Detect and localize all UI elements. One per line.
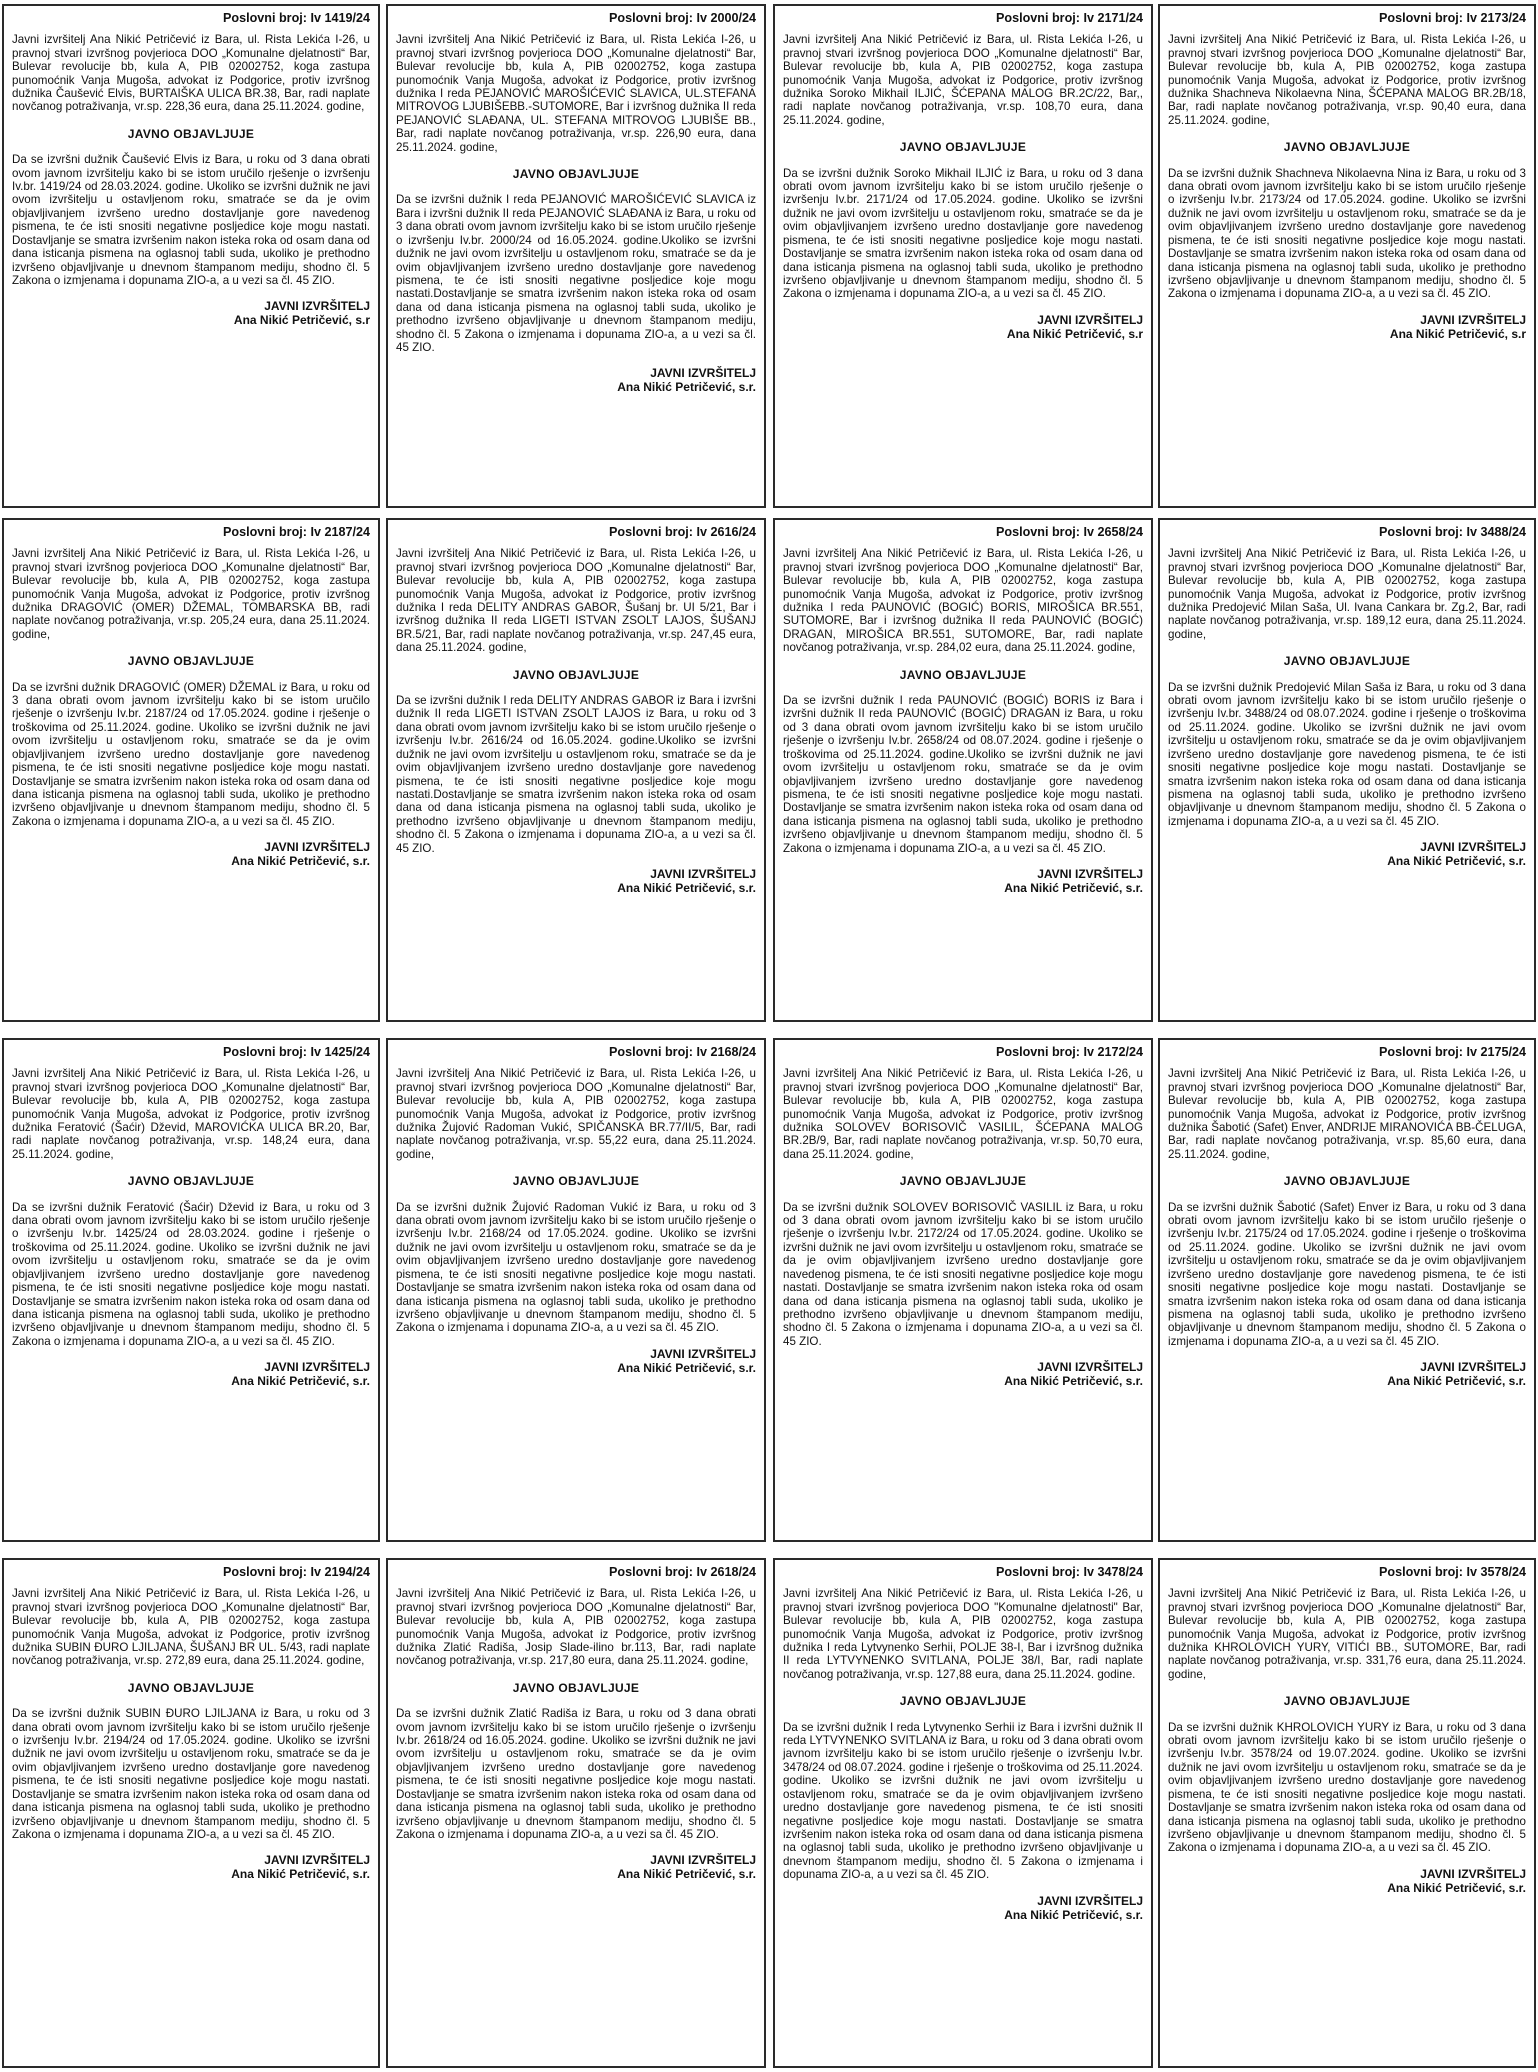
- notice-intro: Javni izvršitelj Ana Nikić Petričević iz Bara, ul. Rista Lekića I-26, u pravnoj stvari izvršnog povjerioca DOO „Komunalne djelatnosti“ Bar, Bulevar revolucije bb, kula A, PIB 02002752, koga zastupa punomoćnik Vanja Mugoša, advokat iz Podgorice, protiv izvršnog dužnika DRAGOVIĆ (OMER) DŽEMAL, TOMBARSKA BB, radi naplate novčanog potraživanja, vr.sp. 205,24 eura, dana 25.11.2024. godine,: [12, 547, 370, 641]
- notice-body: Da se izvršni dužnik Šabotić (Safet) Enver iz Bara, u roku od 3 dana obrati ovom javnom izvršitelju kako bi se istom uručilo rješenje o izvršenju Iv.br. 2175/24 od 17.05.2024. godine i rješenje o troškovima od 25.11.2024. godine. Ukoliko se izvršni dužnik ne javi ovom izvršitelju u ostavljenom roku, smatraće se da je ovim objavljivanjem izvršeno uredno dostavljanje gore navedenog pismena, te će isti snositi negativne posljedice koje mogu nastati. Dostavljanje se smatra izvršenim nakon isteka roka od osam dana od dana isticanja pismena na oglasnoj tabli suda, ukoliko je prethodno izvršeno objavljivanje u dnevnom štampanom mediju, shodno čl. 5 Zakona o izmjenama i dopunama ZIO-a, a u vezi sa čl. 45 ZIO.: [1168, 1200, 1526, 1348]
- notice-heading: JAVNO OBJAVLJUJE: [899, 1174, 1027, 1189]
- notice-iv-3488: [1158, 518, 1536, 1022]
- case-number: Poslovni broj: Iv 2618/24: [609, 1565, 756, 1579]
- signature-name: Ana Nikić Petričević, s.r.: [1387, 1880, 1526, 1895]
- notice-heading: JAVNO OBJAVLJUJE: [127, 126, 255, 141]
- notice-body: Da se izvršni dužnik SUBIN ĐURO LJILJANA iz Bara, u roku od 3 dana obrati ovom javnom izvršitelju kako bi se istom uručilo rješenje o izvršenju Iv.br. 2194/24 od 17.05.2024. godine. Ukoliko se izvršni dužnik ne javi ovom izvršitelju u ostavljenom roku, smatraće se da je ovim objavljivanjem izvršeno uredno dostavljanje gore navedenog pismena, te će isti snositi negativne posljedice koje mogu nastati. Dostavljanje se smatra izvršenim nakon isteka roka od osam dana od dana isticanja pismena na oglasnoj tabli suda, ukoliko je prethodno izvršeno objavljivanje u dnevnom štampanom mediju, shodno čl. 5 Zakona o izmjenama i dopunama ZIO-a, a u vezi sa čl. 45 ZIO.: [12, 1707, 370, 1841]
- notice-heading: JAVNO OBJAVLJUJE: [512, 1174, 640, 1189]
- signature-name: Ana Nikić Petričević, s.r.: [231, 1867, 370, 1882]
- signature-name: Ana Nikić Petričević, s.r.: [231, 854, 370, 869]
- signature-title: JAVNI IZVRŠITELJ: [1037, 1360, 1143, 1375]
- signature-title: JAVNI IZVRŠITELJ: [264, 840, 370, 855]
- signature-title: JAVNI IZVRŠITELJ: [650, 1853, 756, 1868]
- notice-intro: Javni izvršitelj Ana Nikić Petričević iz Bara, ul. Rista Lekića I-26, u pravnoj stvari izvršnog povjerioca DOO „Komunalne djelatnosti“ Bar, Bulevar revolucije bb, kula A, PIB 02002752, koga zastupa punomoćnik Vanja Mugoša, advokat iz Podgorice, protiv izvršnog dužnika Žujović Radoman Vukić, SPIČANSKA BR.77/II/5, Bar, radi naplate novčanog potraživanja, vr.sp. 55,22 eura, dana 25.11.2024. godine,: [396, 1067, 756, 1161]
- notice-body: Da se izvršni dužnik SOLOVEV BORISOVIČ VASILIL iz Bara, u roku od 3 dana obrati ovom javnom izvršitelju kako bi se istom uručilo rješenje o izvršenju Iv.br. 2172/24 od 17.05.2024. godine. Ukoliko se izvršni dužnik ne javi ovom izvršitelju u ostavljenom roku, smatraće se da je ovim objavljivanjem izvršeno uredno dostavljanje gore navedenog pismena, te će isti snositi negativne posljedice koje mogu nastati. Dostavljanje se smatra izvršenim nakon isteka roka od osam dana od dana isticanja pismena na oglasnoj tabli suda, ukoliko je prethodno izvršeno objavljivanje u dnevnom štampanom mediju, shodno čl. 5 Zakona o izmjenama i dopunama ZIO-a, a u vezi sa čl. 45 ZIO.: [783, 1200, 1143, 1348]
- signature-title: JAVNI IZVRŠITELJ: [1037, 312, 1143, 327]
- notice-intro: Javni izvršitelj Ana Nikić Petričević iz Bara, ul. Rista Lekića I-26, u pravnoj stvari izvršnog povjerioca DOO „Komunalne djelatnosti“ Bar, Bulevar revolucije bb, kula A, PIB 02002752, koga zastupa punomoćnik Vanja Mugoša, advokat iz Podgorice, protiv izvršnog dužnika I reda PAUNOVIĆ (BOGIĆ) BORIS, MIROŠICA BR.551, SUTOMORE, Bar i izvršnog dužnika II reda PAUNOVIĆ (BOGIĆ) DRAGAN, MIROŠICA BR.551, SUTOMORE, Bar, radi naplate novčanog potraživanja, vr.sp. 284,02 eura, dana 25.11.2024. godine,: [783, 547, 1143, 655]
- notice-heading: JAVNO OBJAVLJUJE: [1283, 1174, 1411, 1189]
- notice-body: Da se izvršni dužnik Shachneva Nikolaevna Nina iz Bara, u roku od 3 dana obrati ovom javnom izvršitelju kako bi se istom uručilo rješenje o izvršenju Iv.br. 2173/24 od 17.05.2024. godine. Ukoliko se izvršni dužnik ne javi ovom izvršitelju u ostavljenom roku, smatraće se da je ovim objavljivanjem izvršeno uredno dostavljanje gore navedenog pismena, te će isti snositi negativne posljedice koje mogu nastati. Dostavljanje se smatra izvršenim nakon isteka roka od osam dana od dana isticanja pismena na oglasnoj tabli suda, ukoliko je prethodno izvršeno objavljivanje u dnevnom štampanom mediju, shodno čl. 5 Zakona o izmjenama i dopunama ZIO-a, a u vezi sa čl. 45 ZIO.: [1168, 166, 1526, 301]
- signature-name: Ana Nikić Petričević, s.r: [1389, 326, 1526, 341]
- notice-iv-2175: [1158, 1038, 1536, 1542]
- notice-heading: JAVNO OBJAVLJUJE: [1283, 654, 1411, 669]
- signature-title: JAVNI IZVRŠITELJ: [1420, 1866, 1526, 1881]
- notice-heading: JAVNO OBJAVLJUJE: [1283, 1694, 1411, 1709]
- signature-title: JAVNI IZVRŠITELJ: [264, 1360, 370, 1375]
- notice-iv-2168: [386, 1038, 766, 1542]
- case-number: Poslovni broj: Iv 2187/24: [223, 525, 370, 539]
- notice-body: Da se izvršni dužnik I reda Lytvynenko Serhii iz Bara i izvršni dužnik II reda LYTVYNENKO SVITLANA iz Bara, u roku od 3 dana obrati ovom javnom izvršitelju kako bi se istom uručilo rješenje o izvršenju Iv.br. 3478/24 od 08.07.2024. godine i rješenje o troškovima od 25.11.2024. godine. Ukoliko se izvršni dužnik ne javi ovom izvršitelju u ostavljenom roku, smatraće se da je ovim objavljivanjem izvršeno uredno dostavljanje gore navedenog pismena, te će isti snositi negativne posljedice koje mogu nastati. Dostavljanje se smatra izvršenim nakon isteka roka od osam dana od dana isticanja pismena na oglasnoj tabli suda, ukoliko je prethodno izvršeno objavljivanje u dnevnom štampanom mediju, shodno čl. 5 Zakona o izmjenama i dopunama ZIO-a, a u vezi sa čl. 45 ZIO.: [783, 1720, 1143, 1882]
- notice-heading: JAVNO OBJAVLJUJE: [899, 1694, 1027, 1709]
- notice-iv-2171: [773, 4, 1153, 508]
- signature-name: Ana Nikić Petričević, s.r.: [1004, 1907, 1143, 1922]
- notice-intro: Javni izvršitelj Ana Nikić Petričević iz Bara, ul. Rista Lekića I-26, u pravnoj stvari izvršnog povjerioca DOO „Komunalne djelatnosti“ Bar, Bulevar revolucije bb, kula A, PIB 02002752, koga zastupa punomoćnik Vanja Mugoša, advokat iz Podgorice, protiv izvršnog dužnika Šabotić (Safet) Enver, ANDRIJE MIRANOVIĆA BB-ČELUGA, Bar, radi naplate novčanog potraživanja, vr.sp. 85,60 eura, dana 25.11.2024. godine,: [1168, 1067, 1526, 1161]
- notice-heading: JAVNO OBJAVLJUJE: [127, 654, 255, 669]
- notice-body: Da se izvršni dužnik KHROLOVICH YURY iz Bara, u roku od 3 dana obrati ovom javnom izvršitelju kako bi se istom uručilo rješenje o izvršenju Iv.br. 3578/24 od 19.07.2024. godine. Ukoliko se izvršni dužnik ne javi ovom izvršitelju u ostavljenom roku, smatraće se da je ovim objavljivanjem izvršeno uredno dostavljanje gore navedenog pismena, te će isti snositi negativne posljedice koje mogu nastati. Dostavljanje se smatra izvršenim nakon isteka roka od osam dana od dana isticanja pismena na oglasnoj tabli suda, ukoliko je prethodno izvršeno objavljivanje u dnevnom štampanom mediju, shodno čl. 5 Zakona o izmjenama i dopunama ZIO-a, a u vezi sa čl. 45 ZIO.: [1168, 1720, 1526, 1855]
- case-number: Poslovni broj: Iv 3488/24: [1379, 525, 1526, 539]
- notice-body: Da se izvršni dužnik Feratović (Šaćir) Dževid iz Bara, u roku od 3 dana obrati ovom javnom izvršitelju kako bi se istom uručilo rješenje o izvršenju Iv.br. 1425/24 od 28.03.2024. godine i rješenje o troškovima od 25.11.2024. godine. Ukoliko se izvršni dužnik ne javi ovom izvršitelju u ostavljenom roku, smatraće se da je ovim objavljivanjem izvršeno uredno dostavljanje gore navedenog pismena, te će isti snositi negativne posljedice koje mogu nastati. Dostavljanje se smatra izvršenim nakon isteka roka od osam dana od dana isticanja pismena na oglasnoj tabli suda, ukoliko je prethodno izvršeno objavljivanje u dnevnom štampanom mediju, shodno čl. 5 Zakona o izmjenama i dopunama ZIO-a, a u vezi sa čl. 45 ZIO.: [12, 1200, 370, 1348]
- notice-intro: Javni izvršitelj Ana Nikić Petričević iz Bara, ul. Rista Lekića I-26, u pravnoj stvari izvršnog povjerioca DOO „Komunalne djelatnosti“ Bar, Bulevar revolucije bb, kula A, PIB 02002752, koga zastupa punomoćnik Vanja Mugoša, advokat iz Podgorice, protiv izvršnog dužnika Zlatić Radiša, Josip Slade-ilino br.113, Bar, radi naplate novčanog potraživanja, vr.sp. 217,80 eura, dana 25.11.2024. godine,: [396, 1587, 756, 1668]
- notice-intro: Javni izvršitelj Ana Nikić Petričević iz Bara, ul. Rista Lekića I-26, u pravnoj stvari izvršnog povjerioca DOO „Komunalne djelatnosti“ Bar, Bulevar revolucije bb, kula A, PIB 02002752, koga zastupa punomoćnik Vanja Mugoša, advokat iz Podgorice, protiv izvršnog dužnika Soroko Mikhail ILJIĆ, ŠĆEPANA MALOG BR.2C/22, Bar,, radi naplate novčanog potraživanja, vr.sp. 108,70 eura, dana 25.11.2024. godine,: [783, 33, 1143, 127]
- case-number: Poslovni broj: Iv 2616/24: [609, 525, 756, 539]
- notice-iv-2658: [773, 518, 1153, 1022]
- notice-intro: Javni izvršitelj Ana Nikić Petričević iz Bara, ul. Rista Lekića I-26, u pravnoj stvari izvršnog povjerioca DOO „Komunalne djelatnosti“ Bar, Bulevar revolucije bb, kula A, PIB 02002752, koga zastupa punomoćnik Vanja Mugoša, advokat iz Podgorice, protiv izvršnog dužnika SOLOVEV BORISOVIČ VASILIL, ŠĆEPANA MALOG BR.2B/9, Bar, radi naplate novčanog potraživanja, vr.sp. 50,70 eura, dana 25.11.2024. godine,: [783, 1067, 1143, 1161]
- notice-intro: Javni izvršitelj Ana Nikić Petričević iz Bara, ul. Rista Lekića I-26, u pravnoj stvari izvršnog povjerioca DOO „Komunalne djelatnosti“ Bar, Bulevar revolucije bb, kula A, PIB 02002752, koga zastupa punomoćnik Vanja Mugoša, advokat iz Podgorice, protiv izvršnog dužnika I reda PEJANOVIĆ MAROŠIĆEVIĆ SLAVICA, UL.STEFANA MITROVOG LJUBIŠEBB.-SUTOMORE, Bar i izvršnog dužnika II reda PEJANOVIĆ SLAĐANA, UL. STEFANA MITROVOG LJUBIŠE BB., Bar, radi naplate novčanog potraživanja, vr.sp. 226,90 eura, dana 25.11.2024. godine,: [396, 33, 756, 154]
- notice-body: Da se izvršni dužnik I reda PAUNOVIĆ (BOGIĆ) BORIS iz Bara i izvršni dužnik II reda PAUNOVIĆ (BOGIĆ) DRAGAN iz Bara, u roku od 3 dana obrati ovom javnom izvršitelju kako bi se istom uručilo rješenje o izvršenju Iv.br. 2658/24 od 08.07.2024. godine i rješenje o troškovima od 25.11.2024. godine.Ukoliko se izvršni dužnik ne javi ovom izvršitelju u ostavljenom roku, smatraće se da je ovim objavljivanjem izvršeno uredno dostavljanje gore navedenog pismena, te će isti snositi negativne posljedice koje mogu nastati. Dostavljanje se smatra izvršenim nakon isteka roka od osam dana od dana isticanja pismena na oglasnoj tabli suda, ukoliko je prethodno izvršeno objavljivanje u dnevnom štampanom mediju, shodno čl. 5 Zakona o izmjenama i dopunama ZIO-a, a u vezi sa čl. 45 ZIO.: [783, 694, 1143, 855]
- signature-title: JAVNI IZVRŠITELJ: [1420, 840, 1526, 855]
- notice-intro: Javni izvršitelj Ana Nikić Petričević iz Bara, ul. Rista Lekića I-26, u pravnoj stvari izvršnog povjerioca DOO „Komunalne djelatnosti“ Bar, Bulevar revolucije bb, kula A, PIB 02002752, koga zastupa punomoćnik Vanja Mugoša, advokat iz Podgorice, protiv izvršnog dužnika Shachneva Nikolaevna Nina, ŠĆEPANA MALOG BR.2B/18, Bar, radi naplate novčanog potraživanja, vr.sp. 90,40 eura, dana 25.11.2024. godine,: [1168, 33, 1526, 127]
- signature-name: Ana Nikić Petričević, s.r.: [1387, 1374, 1526, 1389]
- notice-body: Da se izvršni dužnik I reda DELITY ANDRAS GABOR iz Bara i izvršni dužnik II reda LIGETI ISTVAN ZSOLT LAJOS iz Bara, u roku od 3 dana obrati ovom javnom izvršitelju kako bi se istom uručilo rješenje o izvršenju Iv.br. 2616/24 od 16.05.2024. godine.Ukoliko se izvršni dužnik ne javi ovom izvršitelju u ostavljenom roku, smatraće se da je ovim objavljivanjem izvršeno uredno dostavljanje gore navedenog pismena, te će isti snositi negativne posljedice koje mogu nastati.Dostavljanje se smatra izvršenim nakon isteka roka od osam dana od dana isticanja pismena na oglasnoj tabli suda, ukoliko je prethodno izvršeno objavljivanje u dnevnom štampanom mediju, shodno čl. 5 Zakona o izmjenama i dopunama ZIO-a, a u vezi sa čl. 45 ZIO.: [396, 694, 756, 855]
- case-number: Poslovni broj: Iv 3578/24: [1379, 1565, 1526, 1579]
- notice-heading: JAVNO OBJAVLJUJE: [127, 1174, 255, 1189]
- case-number: Poslovni broj: Iv 2172/24: [996, 1045, 1143, 1059]
- case-number: Poslovni broj: Iv 2000/24: [609, 11, 756, 25]
- case-number: Poslovni broj: Iv 1419/24: [223, 11, 370, 25]
- signature-name: Ana Nikić Petričević, s.r: [233, 313, 370, 328]
- notice-iv-2173: [1158, 4, 1536, 508]
- case-number: Poslovni broj: Iv 2168/24: [609, 1045, 756, 1059]
- notice-body: Da se izvršni dužnik Soroko Mikhail ILJIĆ iz Bara, u roku od 3 dana obrati ovom javnom izvršitelju kako bi se istom uručilo rješenje o izvršenju Iv.br. 2171/24 od 17.05.2024. godine. Ukoliko se izvršni dužnik ne javi ovom izvršitelju u ostavljenom roku, smatraće se da je ovim objavljivanjem izvršeno uredno dostavljanje gore navedenog pismena, te će isti snositi negativne posljedice koje mogu nastati. Dostavljanje se smatra izvršenim nakon isteka roka od osam dana od dana isticanja pismena na oglasnoj tabli suda, ukoliko je prethodno izvršeno objavljivanje u dnevnom štampanom mediju, shodno čl. 5 Zakona o izmjenama i dopunama ZIO-a, a u vezi sa čl. 45 ZIO.: [783, 166, 1143, 301]
- notice-intro: Javni izvršitelj Ana Nikić Petričević iz Bara, ul. Rista Lekića I-26, u pravnoj stvari izvršnog povjerioca DOO „Komunalne djelatnosti“ Bar, Bulevar revolucije bb, kula A, PIB 02002752, koga zastupa punomoćnik Vanja Mugoša, advokat iz Podgorice, protiv izvršnog dužnika I reda DELITY ANDRAS GABOR, Šušanj br. UI 5/21, Bar i izvršnog dužnika II reda LIGETI ISTVAN ZSOLT LAJOS, ŠUŠANJ BR.5/21, Bar, radi naplate novčanog potraživanja, vr.sp. 247,45 eura, dana 25.11.2024. godine,: [396, 547, 756, 655]
- notice-intro: Javni izvršitelj Ana Nikić Petričević iz Bara, ul. Rista Lekića I-26, u pravnoj stvari izvršnog povjerioca DOO „Komunalne djelatnosti“ Bar, Bulevar revolucije bb, kula A, PIB 02002752, koga zastupa punomoćnik Vanja Mugoša, advokat iz Podgorice, protiv izvršnog dužnika KHROLOVICH YURY, VITIĆI BB., SUTOMORE, Bar, radi naplate novčanog potraživanja, vr.sp. 331,76 eura, dana 25.11.2024. godine,: [1168, 1587, 1526, 1681]
- signature-title: JAVNI IZVRŠITELJ: [650, 866, 756, 881]
- notice-iv-3578: [1158, 1558, 1536, 2068]
- signature-title: JAVNI IZVRŠITELJ: [264, 1853, 370, 1868]
- notice-iv-2616: [386, 518, 766, 1022]
- signature-name: Ana Nikić Petričević, s.r.: [231, 1374, 370, 1389]
- notice-heading: JAVNO OBJAVLJUJE: [1283, 140, 1411, 155]
- notice-iv-3478: [773, 1558, 1153, 2068]
- notice-heading: JAVNO OBJAVLJUJE: [512, 167, 640, 182]
- notice-body: Da se izvršni dužnik Predojević Milan Saša iz Bara, u roku od 3 dana obrati ovom javnom izvršitelju kako bi se istom uručilo rješenje o izvršenju Iv.br. 3488/24 od 08.07.2024. godine i rješenje o troškovima od 25.11.2024. godine. Ukoliko se izvršni dužnik ne javi ovom izvršitelju u ostavljenom roku, smatraće se da je ovim objavljivanjem izvršeno uredno dostavljanje gore navedenog pismena, te će isti snositi negativne posljedice koje mogu nastati. Dostavljanje se smatra izvršenim nakon isteka roka od osam dana od dana isticanja pismena na oglasnoj tabli suda, ukoliko je prethodno izvršeno objavljivanje u dnevnom štampanom mediju, shodno čl. 5 Zakona o izmjenama i dopunama ZIO-a, a u vezi sa čl. 45 ZIO.: [1168, 680, 1526, 828]
- signature-title: JAVNI IZVRŠITELJ: [1420, 312, 1526, 327]
- signature-name: Ana Nikić Petričević, s.r.: [1004, 880, 1143, 895]
- signature-name: Ana Nikić Petričević, s.r.: [617, 1360, 756, 1375]
- signature-title: JAVNI IZVRŠITELJ: [1037, 866, 1143, 881]
- notice-heading: JAVNO OBJAVLJUJE: [512, 1680, 640, 1695]
- case-number: Poslovni broj: Iv 2658/24: [996, 525, 1143, 539]
- notice-body: Da se izvršni dužnik Čaušević Elvis iz Bara, u roku od 3 dana obrati ovom javnom izvršitelju kako bi se istom uručilo rješenje o izvršenju Iv.br. 1419/24 od 28.03.2024. godine. Ukoliko se izvršni dužnik ne javi ovom izvršitelju u ostavljenom roku, smatraće se da je ovim objavljivanjem izvršeno uredno dostavljanje gore navedenog pismena, te će isti snositi negativne posljedice koje mogu nastati. Dostavljanje se smatra izvršenim nakon isteka roka od osam dana od dana isticanja pismena na oglasnoj tabli suda, ukoliko je prethodno izvršeno objavljivanje u dnevnom štampanom mediju, shodno čl. 5 Zakona o izmjenama i dopunama ZIO-a, a u vezi sa čl. 45 ZIO.: [12, 153, 370, 287]
- notice-iv-2000: [386, 4, 766, 508]
- case-number: Poslovni broj: Iv 2175/24: [1379, 1045, 1526, 1059]
- notice-iv-2618: [386, 1558, 766, 2068]
- notice-intro: Javni izvršitelj Ana Nikić Petričević iz Bara, ul. Rista Lekića I-26, u pravnoj stvari izvršnog povjerioca DOO „Komunalne djelatnosti“ Bar, Bulevar revolucije bb, kula A, PIB 02002752, koga zastupa punomoćnik Vanja Mugoša, advokat iz Podgorice, protiv izvršnog dužnika Predojević Milan Saša, Ul. Ivana Cankara br. Zg.2, Bar, radi naplate novčanog potraživanja, vr.sp. 189,12 eura, dana 25.11.2024. godine,: [1168, 547, 1526, 641]
- notice-heading: JAVNO OBJAVLJUJE: [127, 1680, 255, 1695]
- signature-title: JAVNI IZVRŠITELJ: [650, 1346, 756, 1361]
- case-number: Poslovni broj: Iv 3478/24: [996, 1565, 1143, 1579]
- signature-title: JAVNI IZVRŠITELJ: [1420, 1360, 1526, 1375]
- notice-iv-1425: [2, 1038, 380, 1542]
- notice-intro: Javni izvršitelj Ana Nikić Petričević iz Bara, ul. Rista Lekića I-26, u pravnoj stvari izvršnog povjerioca DOO „Komunalne djelatnosti“ Bar, Bulevar revolucije bb, kula A, PIB 02002752, koga zastupa punomoćnik Vanja Mugoša, advokat iz Podgorice, protiv izvršnog dužnika Feratović (Šaćir) Dževid, MAROVIĆKA ULICA BR.20, Bar, radi naplate novčanog potraživanja, vr.sp. 148,24 eura, dana 25.11.2024. godine,: [12, 1067, 370, 1161]
- notice-heading: JAVNO OBJAVLJUJE: [899, 140, 1027, 155]
- notice-iv-2187: [2, 518, 380, 1022]
- notice-body: Da se izvršni dužnik Zlatić Radiša iz Bara, u roku od 3 dana obrati ovom javnom izvršitelju kako bi se istom uručilo rješenje o izvršenju Iv.br. 2618/24 od 16.05.2024. godine. Ukoliko se izvršni dužnik ne javi ovom izvršitelju u ostavljenom roku, smatraće se da je ovim objavljivanjem izvršeno uredno dostavljanje gore navedenog pismena, te će isti snositi negativne posljedice koje mogu nastati. Dostavljanje se smatra izvršenim nakon isteka roka od osam dana od dana isticanja pismena na oglasnoj tabli suda, ukoliko je prethodno izvršeno objavljivanje u dnevnom štampanom mediju, shodno čl. 5 Zakona o izmjenama i dopunama ZIO-a, a u vezi sa čl. 45 ZIO.: [396, 1707, 756, 1841]
- case-number: Poslovni broj: Iv 1425/24: [223, 1045, 370, 1059]
- notice-heading: JAVNO OBJAVLJUJE: [512, 667, 640, 682]
- notice-intro: Javni izvršitelj Ana Nikić Petričević iz Bara, ul. Rista Lekića I-26, u pravnoj stvari izvršnog povjerioca DOO „Komunalne djelatnosti“ Bar, Bulevar revolucije bb, kula A, PIB 02002752, koga zastupa punomoćnik Vanja Mugoša, advokat iz Podgorice, protiv izvršnog dužnika SUBIN ĐURO LJILJANA, ŠUŠANJ BR UL. 5/43, radi naplate novčanog potraživanja, vr.sp. 272,89 eura, dana 25.11.2024. godine,: [12, 1587, 370, 1668]
- signature-title: JAVNI IZVRŠITELJ: [264, 299, 370, 314]
- signature-name: Ana Nikić Petričević, s.r.: [617, 380, 756, 395]
- notice-body: Da se izvršni dužnik Žujović Radoman Vukić iz Bara, u roku od 3 dana obrati ovom javnom izvršitelju kako bi se istom uručilo rješenje o izvršenju Iv.br. 2168/24 od 17.05.2024. godine. Ukoliko se izvršni dužnik ne javi ovom izvršitelju u ostavljenom roku, smatraće se da je ovim objavljivanjem izvršeno uredno dostavljanje gore navedenog pismena, te će isti snositi negativne posljedice koje mogu nastati. Dostavljanje se smatra izvršenim nakon isteka roka od osam dana od dana isticanja pismena na oglasnoj tabli suda, ukoliko je prethodno izvršeno objavljivanje u dnevnom štampanom mediju, shodno čl. 5 Zakona o izmjenama i dopunama ZIO-a, a u vezi sa čl. 45 ZIO.: [396, 1200, 756, 1335]
- signature-name: Ana Nikić Petričević, s.r: [1006, 326, 1143, 341]
- notice-iv-2172: [773, 1038, 1153, 1542]
- signature-title: JAVNI IZVRŠITELJ: [1037, 1893, 1143, 1908]
- notice-iv-1419: [2, 4, 380, 508]
- case-number: Poslovni broj: Iv 2194/24: [223, 1565, 370, 1579]
- case-number: Poslovni broj: Iv 2171/24: [996, 11, 1143, 25]
- notice-body: Da se izvršni dužnik DRAGOVIĆ (OMER) DŽEMAL iz Bara, u roku od 3 dana obrati ovom javnom izvršitelju kako bi se istom uručilo rješenje o izvršenju Iv.br. 2187/24 od 17.05.2024. godine i rješenje o troškovima od 25.11.2024. godine. Ukoliko se izvršni dužnik ne javi ovom izvršitelju u ostavljenom roku, smatraće se da je ovim objavljivanjem izvršeno uredno dostavljanje gore navedenog pismena, te će isti snositi negativne posljedice koje mogu nastati. Dostavljanje se smatra izvršenim nakon isteka roka od osam dana od dana isticanja pismena na oglasnoj tabli suda, ukoliko je prethodno izvršeno objavljivanje u dnevnom štampanom mediju, shodno čl. 5 Zakona o izmjenama i dopunama ZIO-a, a u vezi sa čl. 45 ZIO.: [12, 680, 370, 828]
- signature-name: Ana Nikić Petričević, s.r.: [1004, 1374, 1143, 1389]
- signature-name: Ana Nikić Petričević, s.r.: [617, 1867, 756, 1882]
- signature-name: Ana Nikić Petričević, s.r.: [617, 880, 756, 895]
- signature-title: JAVNI IZVRŠITELJ: [650, 366, 756, 381]
- notice-heading: JAVNO OBJAVLJUJE: [899, 667, 1027, 682]
- notice-body: Da se izvršni dužnik I reda PEJANOVIĆ MAROŠIĆEVIĆ SLAVICA iz Bara i izvršni dužnik II reda PEJANOVIĆ SLAĐANA iz Bara, u roku od 3 dana obrati ovom javnom izvršitelju kako bi se istom uručilo rješenje o izvršenju Iv.br. 2000/24 od 16.05.2024. godine.Ukoliko se izvršni dužnik ne javi ovom izvršitelju u ostavljenom roku, smatraće se da je ovim objavljivanjem izvršeno uredno dostavljanje gore navedenog pismena, te će isti snositi negativne posljedice koje mogu nastati.Dostavljanje se smatra izvršenim nakon isteka roka od osam dana od dana isticanja pismena na oglasnoj tabli suda, ukoliko je prethodno izvršeno objavljivanje u dnevnom štampanom mediju, shodno čl. 5 Zakona o izmjenama i dopunama ZIO-a, a u vezi sa čl. 45 ZIO.: [396, 193, 756, 354]
- signature-name: Ana Nikić Petričević, s.r.: [1387, 854, 1526, 869]
- case-number: Poslovni broj: Iv 2173/24: [1379, 11, 1526, 25]
- notice-iv-2194: [2, 1558, 380, 2068]
- notice-intro: Javni izvršitelj Ana Nikić Petričević iz Bara, ul. Rista Lekića I-26, u pravnoj stvari izvršnog povjerioca DOO "Komunalne djelatnosti" Bar, Bulevar revolucije bb, kula A, PIB 02002752, koga zastupa punomoćnik Vanja Mugoša, advokat iz Podgorice, protiv izvršnog dužnika I reda Lytvynenko Serhii, POLJE 38-I, Bar i izvršnog dužnika II reda LYTVYNENKO SVITLANA, POLJE 38/I, Bar, radi naplate novčanog potraživanja, vr.sp. 127,88 eura, dana 25.11.2024. godine.: [783, 1587, 1143, 1681]
- notice-intro: Javni izvršitelj Ana Nikić Petričević iz Bara, ul. Rista Lekića I-26, u pravnoj stvari izvršnog povjerioca DOO „Komunalne djelatnosti“ Bar, Bulevar revolucije bb, kula A, PIB 02002752, koga zastupa punomoćnik Vanja Mugoša, advokat iz Podgorice, protiv izvršnog dužnika Čaušević Elvis, BURTAIŠKA ULICA BR.38, Bar, radi naplate novčanog potraživanja, vr.sp. 228,36 eura, dana 25.11.2024. godine,: [12, 33, 370, 114]
